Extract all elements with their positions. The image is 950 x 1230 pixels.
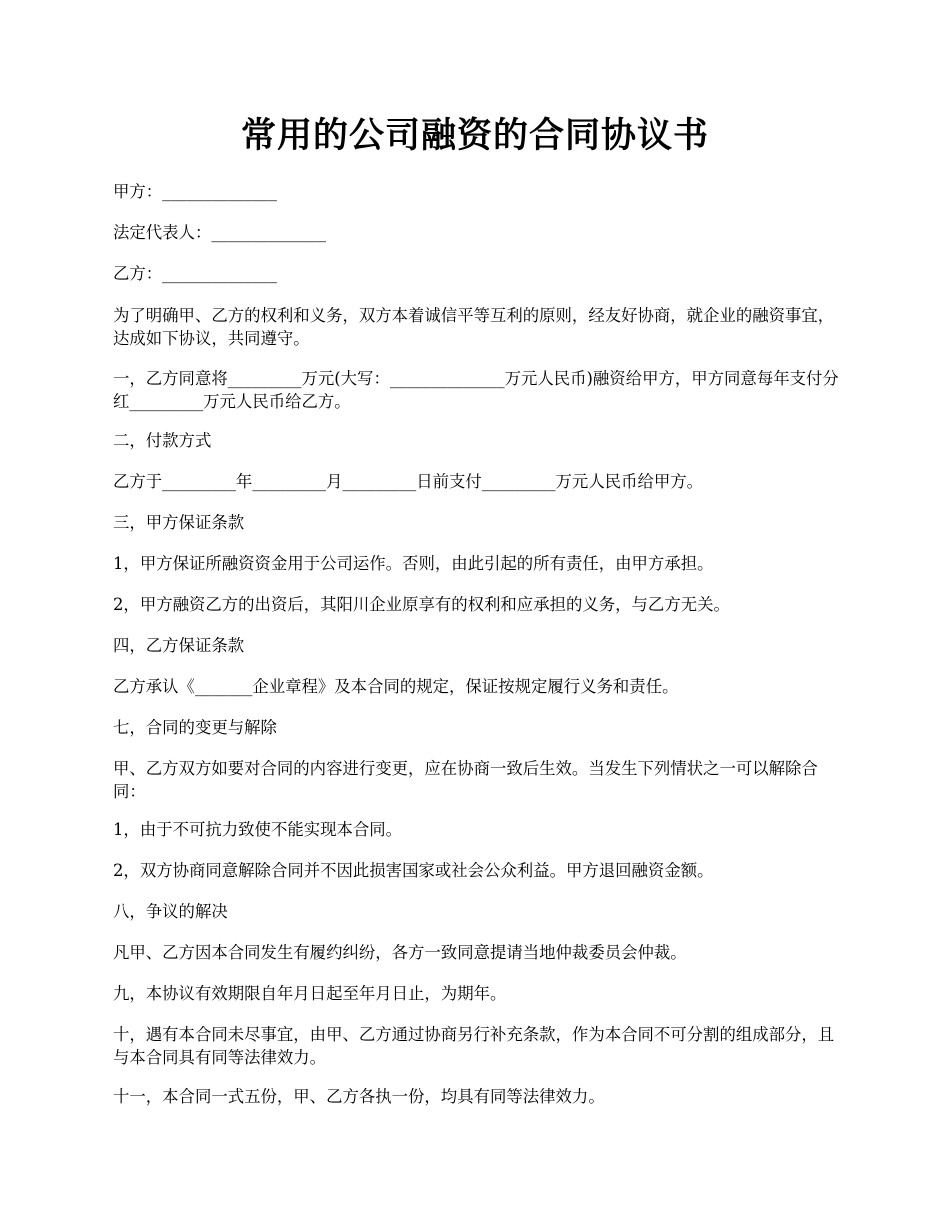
party-b-line: 乙方：______________ [113, 264, 277, 283]
section-4-paragraph: 乙方承认《_______企业章程》及本合同的规定，保证按规定履行义务和责任。 [113, 677, 679, 696]
section-7-heading: 七，合同的变更与解除 [113, 718, 277, 737]
section-8-heading: 八，争议的解决 [113, 902, 228, 921]
section-8-paragraph: 凡甲、乙方因本合同发生有履约纠纷，各方一致同意提请当地仲裁委员会仲裁。 [113, 943, 687, 962]
document-title: 常用的公司融资的合同协议书 [240, 115, 709, 156]
party-a-line: 甲方：______________ [113, 182, 277, 201]
section-10-paragraph: 十，遇有本合同未尽事宜，由甲、乙方通过协商另行补充条款，作为本合同不可分割的组成部分，且与本合同具有同等法律效力。 [113, 1025, 835, 1067]
section-3-item: 2，甲方融资乙方的出资后，其阳川企业原享有的权利和应承担的义务，与乙方无关。 [113, 595, 730, 614]
section-7-paragraph: 甲、乙方双方如要对合同的内容进行变更，应在协商一致后生效。当发生下列情状之一可以解除合同： [113, 759, 818, 801]
section-9-paragraph: 九，本协议有效期限自年月日起至年月日止，为期年。 [113, 984, 507, 1003]
clause-1-paragraph: 一，乙方同意将_________万元(大写：______________万元人民币)融资给甲方，甲方同意每年支付分红_________万元人民币给乙方。 [113, 369, 839, 411]
legal-representative-line: 法定代表人：______________ [113, 223, 327, 242]
section-2-paragraph: 乙方于_________年_________月_________日前支付_________万元人民币给甲方。 [113, 472, 704, 491]
section-7-item: 2，双方协商同意解除合同并不因此损害国家或社会公众利益。甲方退回融资金额。 [113, 861, 714, 880]
section-4-heading: 四，乙方保证条款 [113, 636, 245, 655]
section-11-paragraph: 十一，本合同一式五份，甲、乙方各执一份，均具有同等法律效力。 [113, 1087, 605, 1106]
section-2-heading: 二，付款方式 [113, 431, 212, 450]
section-3-heading: 三，甲方保证条款 [113, 513, 245, 532]
section-7-item: 1，由于不可抗力致使不能实现本合同。 [113, 820, 403, 839]
section-3-item: 1，甲方保证所融资资金用于公司运作。否则，由此引起的所有责任，由甲方承担。 [113, 554, 714, 573]
intro-paragraph: 为了明确甲、乙方的权利和义务，双方本着诚信平等互利的原则，经友好协商，就企业的融资事宜，达成如下协议，共同遵守。 [113, 306, 835, 348]
